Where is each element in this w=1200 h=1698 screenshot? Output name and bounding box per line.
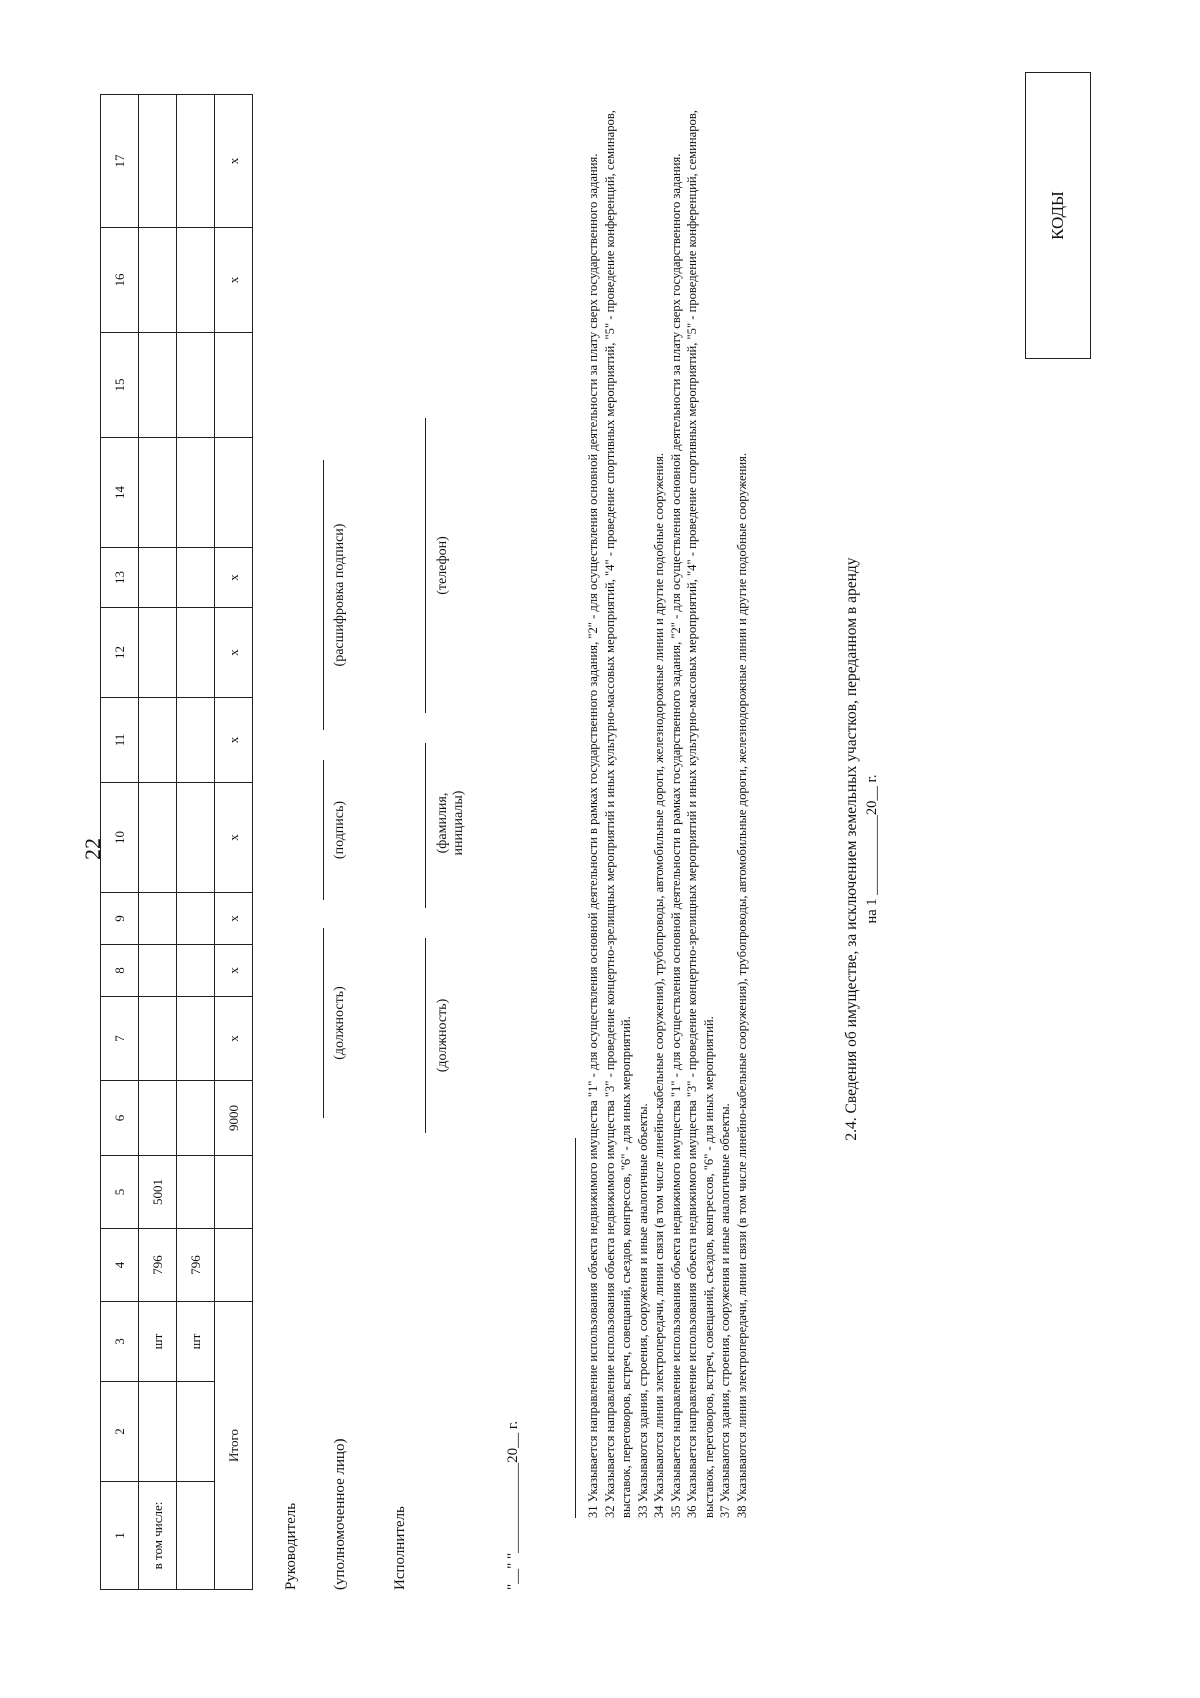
total-cell: x [215, 698, 253, 783]
header-cell: 17 [101, 95, 139, 228]
table-cell: 5001 [139, 1156, 177, 1229]
header-cell: 1 [101, 1482, 139, 1590]
header-cell: 14 [101, 438, 139, 548]
table-cell [177, 608, 215, 698]
executor-position-line [425, 938, 426, 1133]
table-cell [177, 228, 215, 333]
position-caption: (должность) [332, 986, 347, 1060]
signature-date: "__" "____________20__ г. [505, 1420, 521, 1590]
table-cell [139, 1382, 177, 1482]
header-cell: 9 [101, 893, 139, 945]
signature-line [323, 760, 324, 900]
table-cell [139, 893, 177, 945]
signature-decoding-line [323, 460, 324, 730]
footnote-separator [575, 1138, 576, 1518]
header-cell: 4 [101, 1229, 139, 1302]
footnotes [585, 78, 750, 1518]
signature-decoding-caption: (расшифровка подписи) [332, 523, 347, 667]
footnote: 34 Указываются линии электропередачи, линии связи (в том числе линейно-кабельные сооружения), трубопроводы, автомобильные дороги, железнодорожные линии и другие подобные сооружения. [652, 452, 666, 1518]
head-label: Руководитель [283, 1502, 299, 1590]
table-total-row [215, 95, 253, 1590]
table-cell [177, 438, 215, 548]
table-cell [177, 333, 215, 438]
header-cell: 2 [101, 1382, 139, 1482]
table-cell [139, 997, 177, 1081]
footnote: 37 Указываются здания, строения, сооружения и иные аналогичные объекты. [718, 1103, 732, 1518]
position-line [323, 928, 324, 1118]
table-cell [177, 997, 215, 1081]
table-cell [177, 1382, 215, 1482]
total-cell: x [215, 997, 253, 1081]
table-cell [177, 1482, 215, 1590]
section-title: 2.4. Сведения об имуществе, за исключением земельных участков, переданном в аренду [843, 557, 860, 1141]
table-cell [139, 783, 177, 893]
footnote: 33 Указываются здания, строения, сооружения и иные аналогичные объекты. [635, 1103, 650, 1518]
table-header-row [101, 95, 139, 1590]
footnote: 32 Указывается направление использования объекта недвижимого имущества "3" - проведение концертно-зрелищных мероприятий и иных культурно-массовых мероприятий, "4" - проведение спортивных мероприятий, "5" - проведение конференций, семинаров, выставок, переговоров, встреч, совещаний, съездов, конгрессов, "6" - для иных мероприятий. [602, 110, 633, 1518]
footnote: 31 Указывается направление использования объекта недвижимого имущества "1" - для осуществления основной деятельности в рамках государственного задания, "2" - для осуществления основной деятельности за плату сверх государственного задания. [586, 153, 600, 1518]
codes-label: КОДЫ [1048, 191, 1067, 240]
total-cell: x [215, 228, 253, 333]
table-cell [139, 95, 177, 228]
total-cell: x [215, 945, 253, 997]
table-cell [177, 945, 215, 997]
table-cell: в том числе: [139, 1482, 177, 1590]
table-cell [139, 333, 177, 438]
property-table [100, 94, 253, 1590]
table-cell [139, 228, 177, 333]
table-cell: 796 [139, 1229, 177, 1302]
table-cell: 796 [177, 1229, 215, 1302]
executor-phone-line [425, 418, 426, 713]
table-cell [177, 548, 215, 608]
executor-position-caption: (должность) [435, 998, 450, 1073]
total-cell: x [215, 893, 253, 945]
table-cell [177, 1081, 215, 1156]
total-cell [215, 438, 253, 548]
header-cell: 10 [101, 783, 139, 893]
codes-box [1025, 72, 1091, 359]
authorized-person-label: (уполномоченное лицо) [332, 1438, 348, 1590]
header-cell: 11 [101, 698, 139, 783]
total-cell [215, 1156, 253, 1229]
header-cell: 3 [101, 1302, 139, 1382]
footnote: 36 Указывается направление использования объекта недвижимого имущества "3" - проведение концертно-зрелищных мероприятий и иных культурно-массовых мероприятий, "4" - проведение спортивных мероприятий, "5" - проведение конференций, семинаров, выставок, переговоров, встреч, совещаний, съездов, конгрессов, "6" - для иных мероприятий. [685, 110, 716, 1518]
executor-phone-caption: (телефон) [435, 536, 450, 595]
table-cell [139, 945, 177, 997]
table-cell [139, 438, 177, 548]
section-date-line: на 1 ___________20__ г. [864, 774, 880, 924]
table-cell [139, 698, 177, 783]
header-cell: 12 [101, 608, 139, 698]
table-row [177, 95, 215, 1590]
table-cell [177, 698, 215, 783]
total-cell [215, 1229, 253, 1302]
signature-caption: (подпись) [332, 800, 347, 860]
table-cell [177, 95, 215, 228]
table-cell [177, 893, 215, 945]
table-row [139, 95, 177, 1590]
table-cell: шт [139, 1302, 177, 1382]
header-cell: 16 [101, 228, 139, 333]
header-cell: 15 [101, 333, 139, 438]
table-cell [139, 608, 177, 698]
header-cell: 5 [101, 1156, 139, 1229]
total-cell: x [215, 548, 253, 608]
total-label: Итого [215, 1302, 253, 1590]
executor-label: Исполнитель [392, 1506, 408, 1590]
table-body [101, 95, 253, 1590]
total-cell: 9000 [215, 1081, 253, 1156]
table-cell [139, 1081, 177, 1156]
executor-name-line [425, 743, 426, 908]
footnote: 35 Указывается направление использования объекта недвижимого имущества "1" - для осуществления основной деятельности в рамках государственного задания, "2" - для осуществления основной деятельности за плату сверх государственного задания. [668, 153, 683, 1518]
footnote: 38 Указываются линии электропередачи, линии связи (в том числе линейно-кабельные сооружения), трубопроводы, автомобильные дороги, железнодорожные линии и другие подобные сооружения. [734, 452, 749, 1518]
header-cell: 8 [101, 945, 139, 997]
table-cell [177, 1156, 215, 1229]
header-cell: 13 [101, 548, 139, 608]
total-cell: x [215, 783, 253, 893]
table-cell [139, 548, 177, 608]
total-cell [215, 333, 253, 438]
header-cell: 7 [101, 997, 139, 1081]
table-cell [177, 783, 215, 893]
total-cell: x [215, 95, 253, 228]
table-cell: шт [177, 1302, 215, 1382]
total-cell: x [215, 608, 253, 698]
header-cell: 6 [101, 1081, 139, 1156]
page-number: 22 [80, 838, 105, 860]
executor-name-caption: (фамилия, инициалы) [435, 790, 467, 856]
